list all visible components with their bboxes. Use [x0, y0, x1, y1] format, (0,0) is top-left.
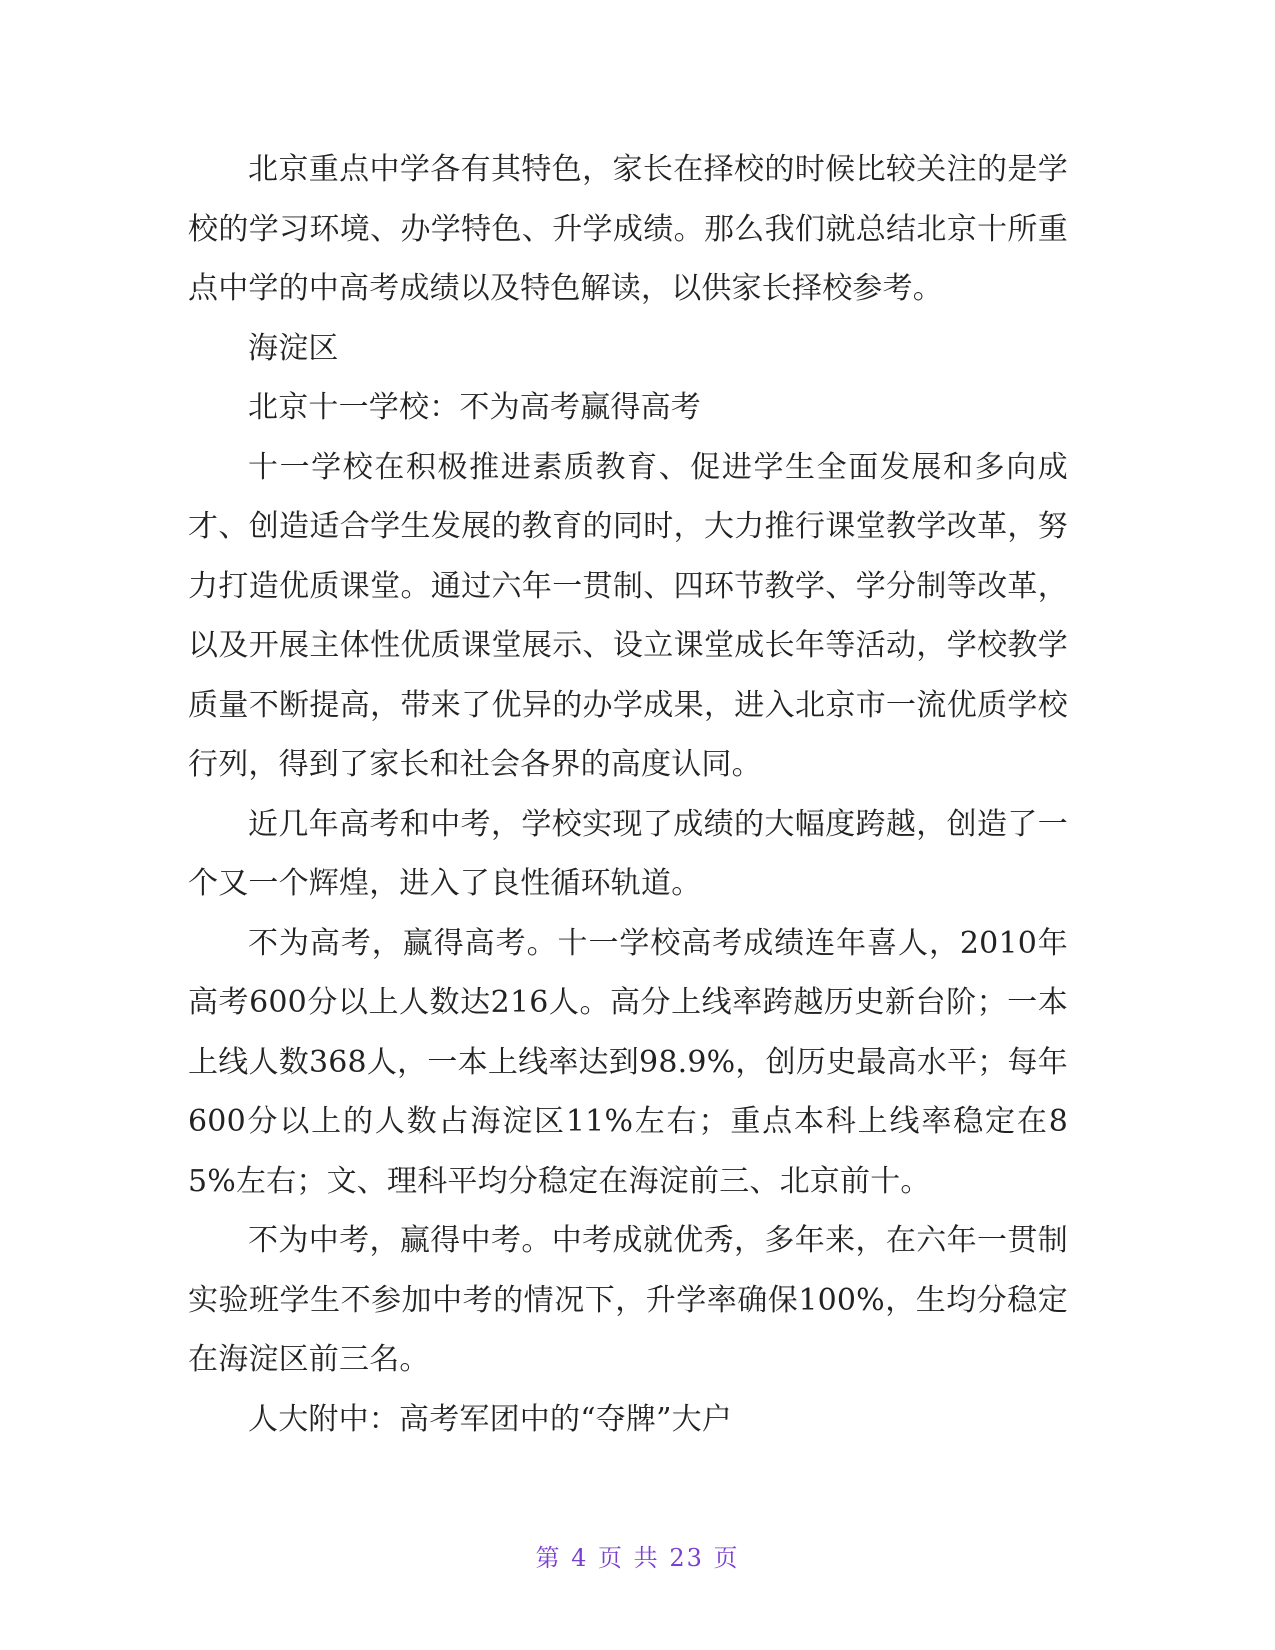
paragraph-recent-results: 近几年高考和中考，学校实现了成绩的大幅度跨越，创造了一个又一个辉煌，进入了良性循环轨道。: [188, 806, 1068, 901]
paragraph-district-heading: 海淀区: [248, 330, 339, 366]
paragraph-school-description: 十一学校在积极推进素质教育、促进学生全面发展和多向成才、创造适合学生发展的教育的同时，大力推行课堂教学改革，努力打造优质课堂。通过六年一贯制、四环节教学、学分制等改革，以及开展主体性优质课堂展示、设立课堂成长年等活动，学校教学质量不断提高，带来了优异的办学成果，进入北京市一流优质学校行列，得到了家长和社会各界的高度认同。: [188, 449, 1068, 782]
paragraph-intro: 北京重点中学各有其特色，家长在择校的时候比较关注的是学校的学习环境、办学特色、升学成绩。那么我们就总结北京十所重点中学的中高考成绩以及特色解读，以供家长择校参考。: [188, 152, 1068, 306]
page-footer: [0, 1538, 1275, 1573]
paragraph-zhongkao-results: 不为中考，赢得中考。中考成就优秀，多年来，在六年一贯制实验班学生不参加中考的情况下，升学率确保100%，生均分稳定在海淀区前三名。: [188, 1223, 1068, 1377]
paragraph-school-heading: 北京十一学校：不为高考赢得高考: [248, 390, 701, 425]
footer-prefix: 第: [535, 1544, 562, 1572]
document-body: [188, 140, 1068, 1449]
footer-total-pages: 23: [669, 1544, 704, 1572]
footer-suffix: 页: [713, 1544, 740, 1572]
paragraph-next-school-heading: 人大附中：高考军团中的“夺牌”大户: [248, 1401, 733, 1437]
footer-middle: 页 共: [598, 1544, 660, 1572]
footer-current-page: 4: [571, 1544, 589, 1572]
paragraph-gaokao-results: 不为高考，赢得高考。十一学校高考成绩连年喜人，2010年高考600分以上人数达216人。高分上线率跨越历史新台阶；一本上线人数368人，一本上线率达到98.9%，创历史最高水平；每年600分以上的人数占海淀区11%左右；重点本科上线率稳定在85%左右；文、理科平均分稳定在海淀前三、北京前十。: [188, 925, 1068, 1199]
